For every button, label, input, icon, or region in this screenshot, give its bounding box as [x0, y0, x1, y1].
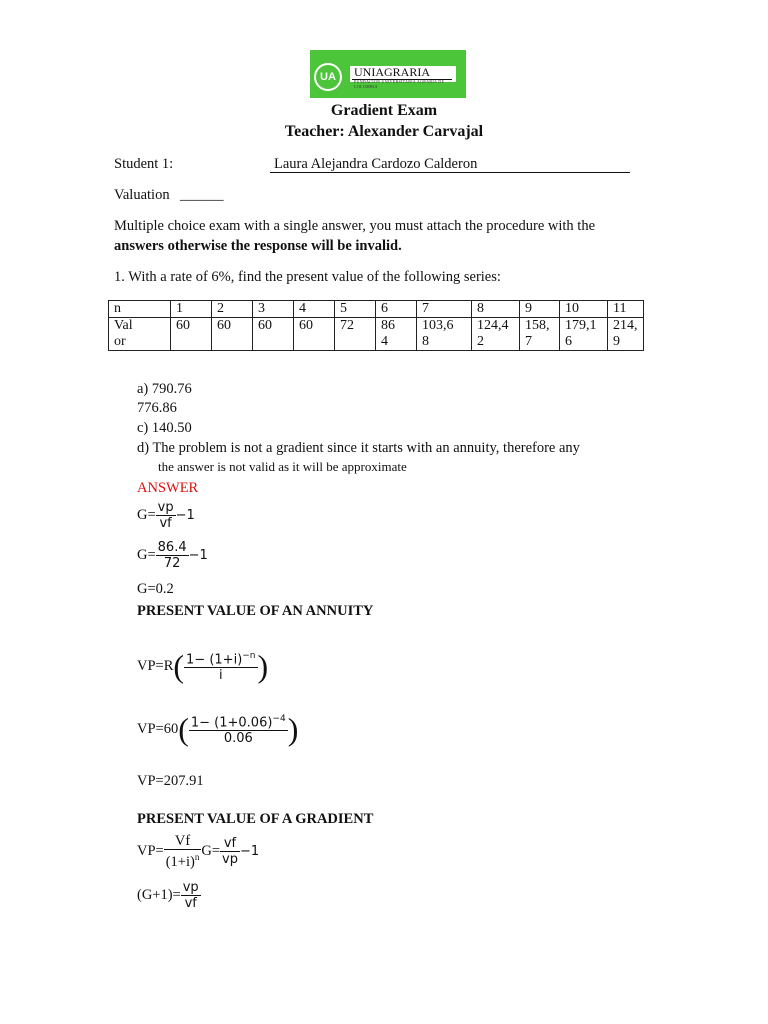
gradient-pv-formula: VP= $\frac{Vf}{(1+i)^n}$ G= $\frac{vf}{vp}$ −1 [137, 833, 260, 870]
table-row-n [109, 301, 644, 318]
table-cell: 60 [253, 318, 294, 351]
fraction: $\frac{1- (1+0.06)^{-4}}{0.06}$ [190, 714, 286, 747]
table-cell: 158, 7 [520, 318, 560, 351]
student-label: Student 1: [114, 156, 174, 172]
table-cell: 103,6 8 [417, 318, 472, 351]
fraction: $\frac{vp}{vf}$ [157, 500, 174, 531]
table-cell: 214, 9 [608, 318, 644, 351]
annuity-heading: PRESENT VALUE OF AN ANNUITY [137, 603, 374, 619]
table-cell: 11 [608, 301, 644, 318]
option-b: 776.86 [137, 400, 177, 416]
table-cell: 124,4 2 [472, 318, 520, 351]
option-c: c) 140.50 [137, 420, 192, 436]
annuity-result: VP=207.91 [137, 773, 204, 789]
gradient-rearranged: (G+1)= $\frac{vp}{vf}$ [137, 880, 199, 911]
answer-label: ANSWER [137, 480, 199, 496]
gradient-result: G=0.2 [137, 581, 174, 597]
logo-emblem: UA [314, 63, 342, 91]
fraction: $\frac{vf}{vp}$ [222, 836, 238, 868]
exam-title: Gradient Exam [330, 102, 438, 119]
teacher-line: Teacher: Alexander Carvajal [284, 123, 484, 140]
table-cell: 86 4 [376, 318, 417, 351]
table-cell: 7 [417, 301, 472, 318]
logo-text-band [350, 65, 456, 89]
table-cell: 8 [472, 301, 520, 318]
table-cell: 4 [294, 301, 335, 318]
question-1: 1. With a rate of 6%, find the present value of the following series: [114, 269, 501, 285]
student-name-field [270, 156, 630, 173]
valuation-blank: ______ [180, 187, 224, 203]
logo-name: UNIAGRARIA [354, 65, 430, 79]
university-logo [310, 50, 466, 98]
table-cell: 2 [212, 301, 253, 318]
instructions-line1: Multiple choice exam with a single answer, you must attach the procedure with the [114, 218, 595, 234]
option-a: a) 790.76 [137, 381, 192, 397]
table-cell: Val or [109, 318, 171, 351]
table-cell: 9 [520, 301, 560, 318]
fraction: $\frac{Vf}{(1+i)^n}$ [165, 833, 200, 870]
fraction: $\frac{86.4}{72}$ [157, 540, 187, 571]
table-cell: 179,1 6 [560, 318, 608, 351]
option-d: d) The problem is not a gradient since it starts with an annuity, therefore any [137, 440, 580, 456]
option-d-continued: the answer is not valid as it will be approximate [158, 459, 407, 474]
gradient-heading: PRESENT VALUE OF A GRADIENT [137, 811, 374, 827]
table-cell: 60 [212, 318, 253, 351]
table-cell: 10 [560, 301, 608, 318]
table-row-valor [109, 318, 644, 351]
logo-tagline: FUNDACIÓN UNIVERSITARIA AGRARIA DE COLOMBIA [354, 79, 445, 89]
gradient-formula: G= $\frac{vp}{vf}$ −1 [137, 500, 195, 531]
instructions-line2: answers otherwise the response will be invalid. [114, 238, 402, 254]
student-name: Laura Alejandra Cardozo Calderon [274, 156, 478, 172]
fraction: $\frac{vp}{vf}$ [182, 880, 199, 911]
annuity-formula: VP=R ( $\frac{1- (1+i)^{-n}}{i}$ ) [137, 648, 269, 685]
annuity-substitution: VP=60 ( $\frac{1- (1+0.06)^{-4}}{0.06}$ ) [137, 711, 299, 748]
valuation-label: Valuation [114, 187, 170, 203]
fraction: $\frac{1- (1+i)^{-n}}{i}$ [186, 651, 256, 684]
table-cell: 60 [171, 318, 212, 351]
table-cell: 3 [253, 301, 294, 318]
gradient-substitution: G= $\frac{86.4}{72}$ −1 [137, 540, 208, 571]
table-cell: 5 [335, 301, 376, 318]
table-cell: n [109, 301, 171, 318]
table-cell: 60 [294, 318, 335, 351]
table-cell: 72 [335, 318, 376, 351]
table-cell: 1 [171, 301, 212, 318]
table-cell: 6 [376, 301, 417, 318]
series-table [108, 300, 644, 351]
